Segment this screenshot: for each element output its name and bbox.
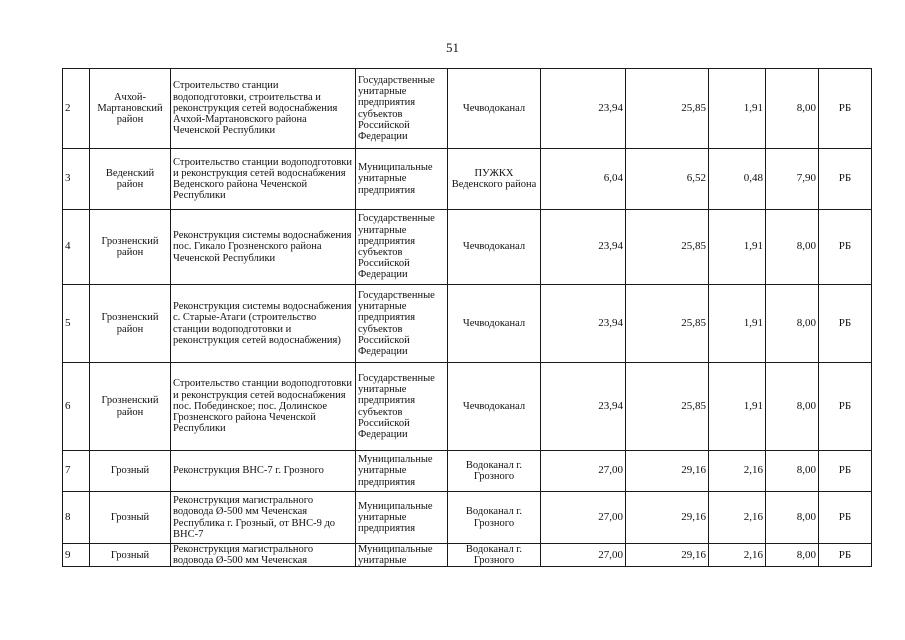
value-2-cell: 6,52 xyxy=(626,149,709,210)
operator-cell: Водоканал г. Грозного xyxy=(448,451,541,492)
operator-cell: ПУЖКХ Веденского района xyxy=(448,149,541,210)
table-row xyxy=(63,451,872,492)
funding-source-cell: РБ xyxy=(819,451,872,492)
district-cell: Грозный xyxy=(90,451,171,492)
funding-source-cell: РБ xyxy=(819,363,872,451)
table-row xyxy=(63,363,872,451)
row-number: 2 xyxy=(63,69,90,149)
row-number: 3 xyxy=(63,149,90,210)
value-3-cell: 1,91 xyxy=(709,210,766,285)
value-4-cell: 7,90 xyxy=(766,149,819,210)
operator-cell: Чечводоканал xyxy=(448,285,541,363)
table-row xyxy=(63,69,872,149)
row-number: 8 xyxy=(63,492,90,544)
owner-type-cell: Муниципальные унитарные предприятия xyxy=(356,451,448,492)
value-1-cell: 27,00 xyxy=(541,492,626,544)
value-3-cell: 2,16 xyxy=(709,451,766,492)
row-number: 9 xyxy=(63,544,90,567)
funding-source-cell: РБ xyxy=(819,210,872,285)
operator-cell: Водоканал г. Грозного xyxy=(448,544,541,567)
table-row xyxy=(63,210,872,285)
value-4-cell: 8,00 xyxy=(766,210,819,285)
value-3-cell: 2,16 xyxy=(709,544,766,567)
value-2-cell: 25,85 xyxy=(626,363,709,451)
project-description-cell: Реконструкция магистрального водовода Ø-500 мм Чеченская Республика г. Грозный, от ВНС-9 до ВНС-7 xyxy=(171,492,356,544)
funding-source-cell: РБ xyxy=(819,69,872,149)
page-number: 51 xyxy=(446,40,459,55)
owner-type-cell: Муниципальные унитарные xyxy=(356,544,448,567)
value-4-cell: 8,00 xyxy=(766,363,819,451)
district-cell: Грозненский район xyxy=(90,210,171,285)
value-1-cell: 23,94 xyxy=(541,210,626,285)
value-1-cell: 23,94 xyxy=(541,285,626,363)
table-row xyxy=(63,492,872,544)
value-3-cell: 1,91 xyxy=(709,363,766,451)
project-description-cell: Реконструкция системы водоснабжения пос. Гикало Грозненского района Чеченской Республики xyxy=(171,210,356,285)
value-4-cell: 8,00 xyxy=(766,451,819,492)
owner-type-cell: Государственные унитарные предприятия субъектов Российской Федерации xyxy=(356,210,448,285)
funding-source-cell: РБ xyxy=(819,492,872,544)
owner-type-cell: Государственные унитарные предприятия субъектов Российской Федерации xyxy=(356,285,448,363)
value-2-cell: 29,16 xyxy=(626,451,709,492)
project-description-cell: Строительство станции водоподготовки и реконструкция сетей водоснабжения Веденского района Чеченской Республики xyxy=(171,149,356,210)
district-cell: Веденский район xyxy=(90,149,171,210)
row-number: 5 xyxy=(63,285,90,363)
operator-cell: Чечводоканал xyxy=(448,363,541,451)
project-description-cell: Реконструкция магистрального водовода Ø-500 мм Чеченская xyxy=(171,544,356,567)
funding-source-cell: РБ xyxy=(819,544,872,567)
value-1-cell: 6,04 xyxy=(541,149,626,210)
district-cell: Грозный xyxy=(90,492,171,544)
value-1-cell: 27,00 xyxy=(541,544,626,567)
table-row xyxy=(63,544,872,567)
project-description-cell: Строительство станции водоподготовки и реконструкция сетей водоснабжения пос. Побединское; пос. Долинское Грозненского района Чеченской Республики xyxy=(171,363,356,451)
funding-source-cell: РБ xyxy=(819,285,872,363)
district-cell: Грозненский район xyxy=(90,285,171,363)
value-1-cell: 27,00 xyxy=(541,451,626,492)
value-4-cell: 8,00 xyxy=(766,285,819,363)
row-number: 4 xyxy=(63,210,90,285)
district-cell: Грозный xyxy=(90,544,171,567)
value-1-cell: 23,94 xyxy=(541,363,626,451)
value-1-cell: 23,94 xyxy=(541,69,626,149)
district-cell: Грозненский район xyxy=(90,363,171,451)
value-3-cell: 1,91 xyxy=(709,285,766,363)
funding-source-cell: РБ xyxy=(819,149,872,210)
table-row xyxy=(63,149,872,210)
operator-cell: Водоканал г. Грозного xyxy=(448,492,541,544)
district-cell: Ачхой-Мартановский район xyxy=(90,69,171,149)
row-number: 7 xyxy=(63,451,90,492)
project-description-cell: Реконструкция системы водоснабжения с. Старые-Атаги (строительство станции водоподготовки и реконструкция сетей водоснабжения) xyxy=(171,285,356,363)
value-4-cell: 8,00 xyxy=(766,69,819,149)
value-3-cell: 0,48 xyxy=(709,149,766,210)
owner-type-cell: Муниципальные унитарные предприятия xyxy=(356,492,448,544)
owner-type-cell: Муниципальные унитарные предприятия xyxy=(356,149,448,210)
value-2-cell: 25,85 xyxy=(626,285,709,363)
value-3-cell: 2,16 xyxy=(709,492,766,544)
value-4-cell: 8,00 xyxy=(766,544,819,567)
value-2-cell: 25,85 xyxy=(626,69,709,149)
value-4-cell: 8,00 xyxy=(766,492,819,544)
owner-type-cell: Государственные унитарные предприятия субъектов Российской Федерации xyxy=(356,363,448,451)
table-row xyxy=(63,285,872,363)
operator-cell: Чечводоканал xyxy=(448,210,541,285)
project-description-cell: Строительство станции водоподготовки, строительства и реконструкция сетей водоснабжения Ачхой-Мартановского района Чеченской Республики xyxy=(171,69,356,149)
value-2-cell: 25,85 xyxy=(626,210,709,285)
value-2-cell: 29,16 xyxy=(626,544,709,567)
project-description-cell: Реконструкция ВНС-7 г. Грозного xyxy=(171,451,356,492)
value-2-cell: 29,16 xyxy=(626,492,709,544)
value-3-cell: 1,91 xyxy=(709,69,766,149)
row-number: 6 xyxy=(63,363,90,451)
operator-cell: Чечводоканал xyxy=(448,69,541,149)
owner-type-cell: Государственные унитарные предприятия субъектов Российской Федерации xyxy=(356,69,448,149)
investment-program-table xyxy=(62,68,872,567)
